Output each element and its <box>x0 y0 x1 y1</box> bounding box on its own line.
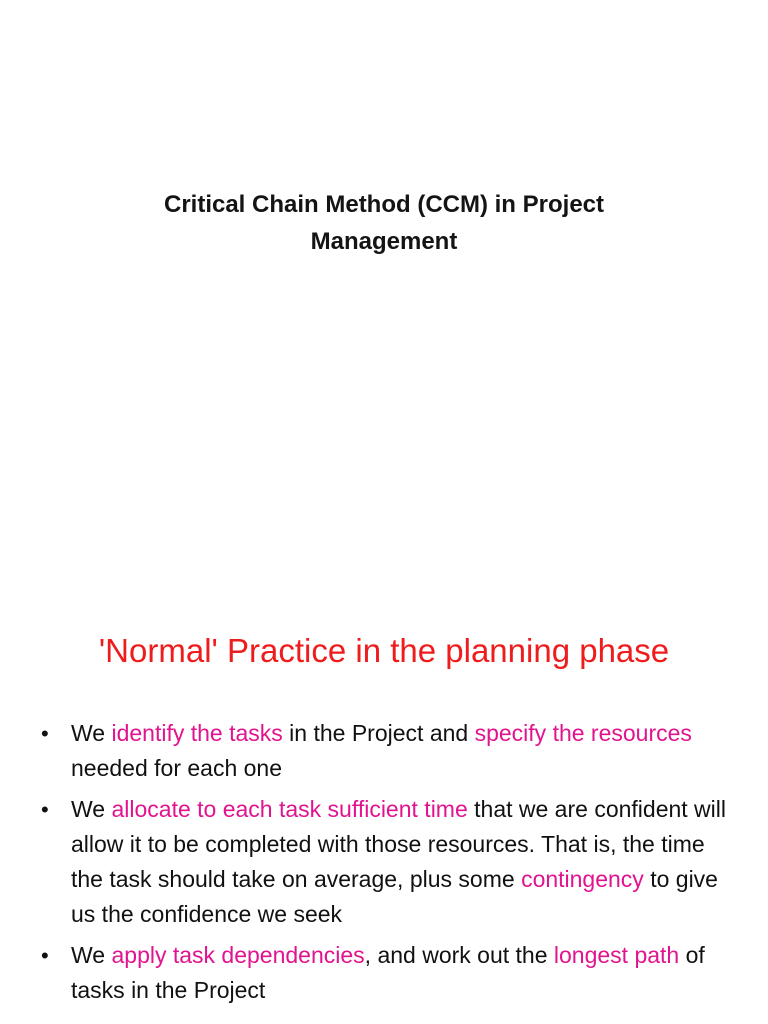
bullet-marker: • <box>41 721 49 746</box>
bullet-item-identify-tasks <box>40 716 740 786</box>
highlight-text: allocate to each task sufficient time <box>111 796 468 822</box>
highlight-text: identify the tasks <box>111 720 283 746</box>
slide-title-line-1: Critical Chain Method (CCM) in Project <box>163 191 604 218</box>
bullet-text: We <box>71 720 112 746</box>
bullet-text: that we are confident will allow it to be completed with those resources. That is, the time the task should take on average, plus some <box>71 796 726 892</box>
slide-title-line-2: Management <box>310 228 458 255</box>
bullet-text: We <box>71 942 112 968</box>
bullet-item-allocate-time <box>40 792 740 932</box>
bullet-marker: • <box>41 797 49 822</box>
bullet-text: , and work out the <box>364 942 554 968</box>
highlight-text: apply task dependencies <box>111 942 365 968</box>
highlight-text: contingency <box>521 866 644 892</box>
highlight-text: specify the resources <box>474 720 692 746</box>
slide-2 <box>0 576 768 1024</box>
bullet-text: We <box>71 796 112 822</box>
bullet-text: in the Project and <box>282 720 475 746</box>
highlight-text: longest path <box>553 942 680 968</box>
slide-title <box>0 186 768 260</box>
bullet-text: to give us the confidence we seek <box>71 866 718 927</box>
bullet-text: needed for each one <box>71 755 283 781</box>
bullet-text: of tasks in the Project <box>71 942 705 1003</box>
bullet-marker: • <box>41 943 49 968</box>
bullet-list <box>40 716 740 1014</box>
bullet-item-dependencies <box>40 938 740 1008</box>
section-heading: 'Normal' Practice in the planning phase <box>98 632 670 669</box>
